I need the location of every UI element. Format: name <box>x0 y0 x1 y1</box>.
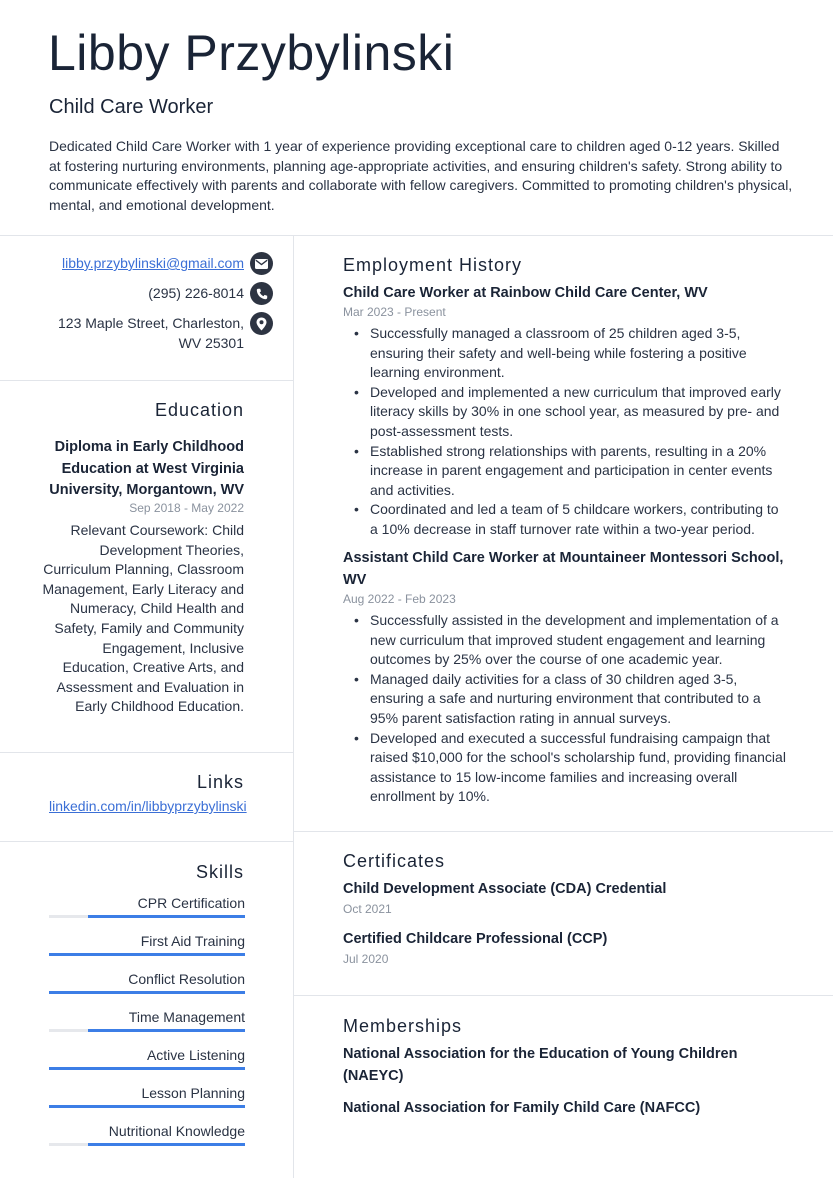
phone-number: (295) 226-8014 <box>148 285 244 301</box>
job-dates: Mar 2023 - Present <box>343 305 446 319</box>
contact-email-row <box>62 254 273 275</box>
profile-summary: Dedicated Child Care Worker with 1 year of experience providing exceptional care to children aged 0-12 years. Skilled at fostering nurturing environments, planning age-appropriate activities, and ensuring children's safety. Strong ability to communicate effectively with parents and collaborate with fellow caregivers. Committed to promoting children's physical, mental, and emotional development. <box>49 138 793 213</box>
contact-section <box>0 236 293 381</box>
membership-item: National Association for the Education of Young Children (NAEYC) <box>343 1046 738 1084</box>
skill-level-fill <box>49 1105 245 1108</box>
memberships-section <box>294 996 833 1178</box>
job-title-heading: Child Care Worker <box>49 96 214 118</box>
skill-name: First Aid Training <box>140 933 245 949</box>
bullet-item: • Developed and implemented a new curriculum that improved early literacy skills by 30% in one school year, as measured by pre- and post-assessment tests. <box>343 383 789 442</box>
skill-item <box>49 895 245 933</box>
skill-level-bar <box>49 1067 245 1070</box>
address-line-2: WV 25301 <box>178 334 244 351</box>
skill-name: CPR Certification <box>137 895 245 911</box>
education-degree: Diploma in Early Childhood Education at West Virginia University, Morgantown, WV <box>49 439 244 498</box>
skill-item <box>49 933 245 971</box>
employment-section <box>294 236 833 832</box>
skill-level-fill <box>49 991 245 994</box>
employment-heading: Employment History <box>343 255 523 275</box>
contact-phone-row <box>148 284 273 305</box>
skill-level-bar <box>49 1143 245 1146</box>
job-bullets <box>343 611 789 807</box>
phone-icon <box>250 282 273 305</box>
skills-section <box>0 842 293 1178</box>
skill-level-fill <box>49 1067 245 1070</box>
skill-level-fill <box>88 915 245 918</box>
skill-level-bar <box>49 991 245 994</box>
skill-name: Nutritional Knowledge <box>108 1123 245 1139</box>
certificate-name: Child Development Associate (CDA) Credential <box>343 881 667 897</box>
bullet-item: • Managed daily activities for a class of 30 children aged 3-5, ensuring a safe and nurturing environment that contributed to a 95% parent satisfaction rating in annual surveys. <box>343 670 789 729</box>
skill-name: Active Listening <box>146 1047 245 1063</box>
linkedin-link[interactable]: linkedin.com/in/libbyprzybylinski <box>49 798 247 814</box>
education-description: Relevant Coursework: Child Development Theories, Curriculum Planning, Classroom Management, Early Literacy and Numeracy, Child Health and Safety, Family and Community Engagement, Inclusive Education, Creative Arts, and Assessment and Evaluation in Early Childhood Education. <box>42 522 244 715</box>
skill-item <box>49 971 245 1009</box>
bullet-item: • Established strong relationships with parents, resulting in a 20% increase in parent engagement and participation in center events and activities. <box>343 442 789 501</box>
skill-level-bar <box>49 915 245 918</box>
address <box>58 314 244 353</box>
job-title: Child Care Worker at Rainbow Child Care Center, WV <box>343 285 708 301</box>
skill-item <box>49 1047 245 1085</box>
email-link[interactable]: libby.przybylinski@gmail.com <box>62 255 244 271</box>
job-title: Assistant Child Care Worker at Mountaineer Montessori School, WV <box>343 550 784 588</box>
links-heading: Links <box>196 772 244 792</box>
certificate-name: Certified Childcare Professional (CCP) <box>343 931 608 947</box>
certificates-heading: Certificates <box>343 851 446 871</box>
bullet-item: • Successfully assisted in the development and implementation of a new curriculum that improved student engagement and learning outcomes by 25% over the course of one academic year. <box>343 611 789 670</box>
memberships-heading: Memberships <box>343 1016 463 1036</box>
bullet-item: • Developed and executed a successful fundraising campaign that raised $10,000 for the school's scholarship fund, providing financial assistance to 15 low-income families and increasing overall enrollment by 10%. <box>343 729 789 807</box>
left-column <box>0 236 294 1178</box>
certificates-section <box>294 832 833 996</box>
skills-heading: Skills <box>195 862 244 882</box>
skill-name: Conflict Resolution <box>128 971 245 987</box>
skill-level-fill <box>49 953 245 956</box>
right-column <box>294 236 833 1178</box>
address-line-1: 123 Maple Street, Charleston, <box>58 315 244 331</box>
resume-header <box>0 0 833 236</box>
education-heading: Education <box>154 400 244 420</box>
map-pin-icon <box>250 312 273 335</box>
education-section <box>0 381 293 753</box>
skill-name: Time Management <box>128 1009 245 1025</box>
skill-item <box>49 1085 245 1123</box>
bullet-item: • Successfully managed a classroom of 25 children aged 3-5, ensuring their safety and well-being while fostering a positive learning environment. <box>343 324 789 383</box>
skill-level-fill <box>88 1143 245 1146</box>
skill-item <box>49 1009 245 1047</box>
job-dates: Aug 2022 - Feb 2023 <box>343 592 456 606</box>
links-section <box>0 753 293 842</box>
skill-level-bar <box>49 953 245 956</box>
envelope-icon <box>250 252 273 275</box>
candidate-name: Libby Przybylinski <box>48 25 455 81</box>
skill-level-bar <box>49 1029 245 1032</box>
certificate-date: Oct 2021 <box>343 902 392 916</box>
certificate-date: Jul 2020 <box>343 952 389 966</box>
skill-level-bar <box>49 1105 245 1108</box>
education-dates: Sep 2018 - May 2022 <box>129 501 244 515</box>
contact-address-row <box>58 314 273 353</box>
skill-level-fill <box>88 1029 245 1032</box>
job-bullets <box>343 324 789 540</box>
bullet-item: • Coordinated and led a team of 5 childcare workers, contributing to a 10% decrease in staff turnover rate within a two-year period. <box>343 500 789 539</box>
skill-name: Lesson Planning <box>141 1085 245 1101</box>
skill-item <box>49 1123 245 1161</box>
membership-item: National Association for Family Child Care (NAFCC) <box>343 1100 701 1116</box>
